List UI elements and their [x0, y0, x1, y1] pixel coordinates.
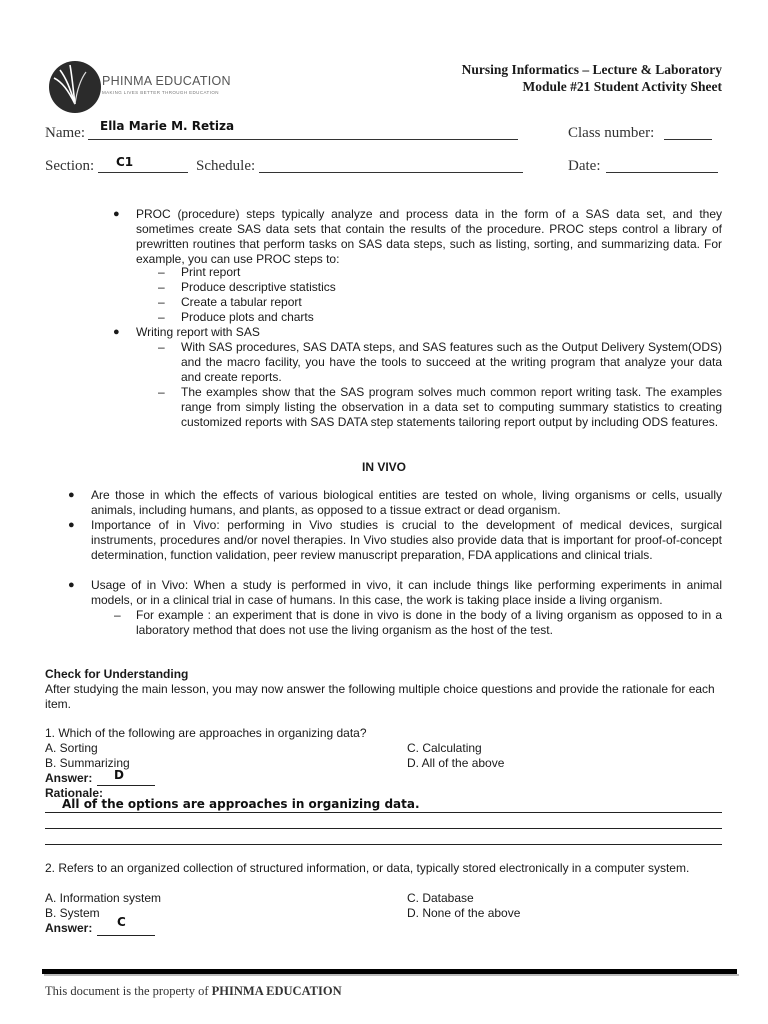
in-vivo-definition: Are those in which the effects of various biological entities are tested on whole, living organisms or cells, usually animals, including humans, and plants, as opposed to a tissue extract or dead organism.: [91, 488, 722, 517]
q1-option-b: B. Summarizing: [45, 756, 130, 770]
footer-brand: PHINMA EDUCATION: [211, 984, 342, 998]
q1-rationale-label: Rationale:: [45, 786, 104, 800]
rationale-line[interactable]: [45, 827, 722, 829]
proc-sub-item: Produce plots and charts: [181, 310, 314, 324]
q1-answer-field[interactable]: [97, 771, 155, 786]
q2-answer-label: Answer:: [45, 921, 93, 935]
question-1: 1. Which of the following are approaches in organizing data?: [45, 726, 367, 740]
q1-answer-label: Answer:: [45, 771, 93, 785]
check-heading: Check for Understanding: [45, 667, 189, 681]
class-number-field[interactable]: [664, 125, 712, 140]
q1-option-a: A. Sorting: [45, 741, 98, 755]
schedule-field[interactable]: [259, 158, 523, 173]
schedule-label: Schedule:: [196, 158, 256, 174]
q2-answer-field[interactable]: [97, 921, 155, 936]
section-field[interactable]: [98, 158, 188, 173]
proc-sub-item: Produce descriptive statistics: [181, 280, 336, 294]
proc-paragraph: PROC (procedure) steps typically analyze and process data in the form of a SAS data set, and they sometimes create SAS data sets that contain the results of the procedure. PROC steps control a library of prewritten routines that perform tasks on SAS data steps, such as listing, sorting, and summarizing data. For example, you can use PROC steps to:: [136, 207, 722, 266]
proc-sub-item: Print report: [181, 265, 241, 279]
q1-option-d: D. All of the above: [407, 756, 505, 770]
writing-report-item: Writing report with SAS: [136, 325, 260, 339]
logo-tagline: MAKING LIVES BETTER THROUGH EDUCATION: [102, 90, 219, 95]
bullet-icon: ●: [68, 489, 75, 501]
phinma-logo-icon: [48, 60, 102, 114]
q2-option-d: D. None of the above: [407, 906, 521, 920]
writing-report-sub: With SAS procedures, SAS DATA steps, and SAS features such as the Output Delivery System(ODS) and the macro facility, you have the tools to succeed at the writing program that analyze your data and create reports.: [181, 340, 722, 384]
name-label: Name:: [45, 125, 85, 141]
q2-option-a: A. Information system: [45, 891, 162, 905]
proc-sub-item: Create a tabular report: [181, 295, 302, 309]
in-vivo-example: For example : an experiment that is done in vivo is done in the body of a living organism as opposed to in a laboratory method that does not use the living organism as the host of the test.: [136, 608, 722, 637]
question-2: 2. Refers to an organized collection of structured information, or data, typically stored electronically in a computer system.: [45, 861, 690, 875]
q1-rationale-value: All of the options are approaches in organizing data.: [62, 797, 420, 811]
in-vivo-importance: Importance of in Vivo: performing in Vivo studies is crucial to the development of medical devices, surgical instruments, procedures and/or novel therapies. In Vivo studies also provide data that is important for proof-of-concept determination, function validation, peer review manuscript preparation, FDA applications and clinical trials.: [91, 518, 722, 562]
q1-option-c: C. Calculating: [407, 741, 482, 755]
dash-icon: –: [158, 310, 165, 324]
dash-icon: –: [158, 280, 165, 294]
module-title: Module #21 Student Activity Sheet: [522, 79, 722, 94]
dash-icon: –: [158, 340, 165, 354]
writing-report-sub: The examples show that the SAS program solves much common report writing task. The examples range from simply listing the observation in a data set to computing summary statistics to creating customized reports with SAS DATA step statements tailoring report output by including ODS features.: [181, 385, 722, 429]
name-value: Ella Marie M. Retiza: [100, 119, 235, 133]
class-number-label: Class number:: [568, 125, 655, 141]
course-title: Nursing Informatics – Lecture & Laboratory: [461, 62, 722, 77]
bullet-icon: ●: [113, 326, 120, 338]
footer-text: [45, 984, 342, 999]
date-label: Date:: [568, 158, 601, 174]
dash-icon: –: [114, 608, 121, 622]
in-vivo-heading: IN VIVO: [361, 460, 406, 474]
section-value: C1: [116, 155, 134, 169]
q1-answer-value: D: [114, 768, 124, 782]
date-field[interactable]: [606, 158, 718, 173]
q2-option-b: B. System: [45, 906, 100, 920]
dash-icon: –: [158, 265, 165, 279]
dash-icon: –: [158, 385, 165, 399]
bullet-icon: ●: [68, 579, 75, 591]
q2-answer-value: C: [117, 915, 126, 929]
check-intro: After studying the main lesson, you may now answer the following multiple choice questions and provide the rationale for each item.: [45, 682, 715, 711]
footer-prefix: This document is the property of: [45, 984, 209, 998]
rationale-line[interactable]: [45, 811, 722, 813]
bullet-icon: ●: [113, 208, 120, 220]
dash-icon: –: [158, 295, 165, 309]
section-label: Section:: [45, 158, 95, 174]
footer-divider-shadow: [44, 974, 739, 976]
q2-option-c: C. Database: [407, 891, 474, 905]
logo-name: PHINMA EDUCATION: [102, 74, 231, 88]
rationale-line[interactable]: [45, 843, 722, 845]
in-vivo-usage: Usage of in Vivo: When a study is performed in vivo, it can include things like performing experiments in animal models, or in a clinical trial in case of humans. In this case, the work is taking place inside a living organism.: [91, 578, 722, 607]
bullet-icon: ●: [68, 519, 75, 531]
